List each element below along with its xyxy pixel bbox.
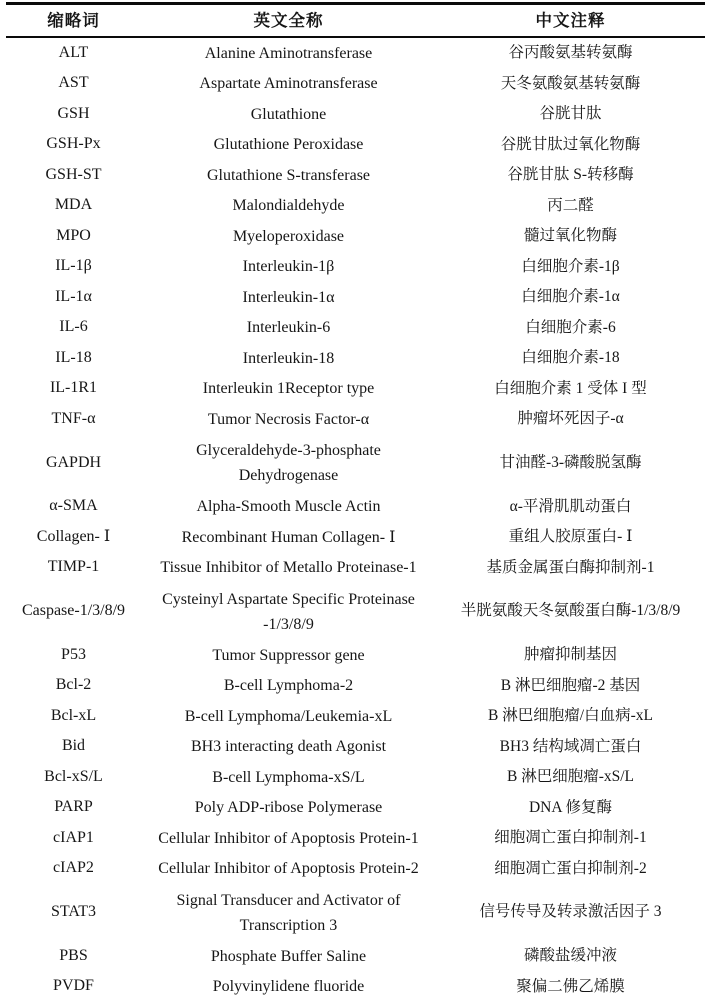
cell-zh: 白细胞介素-1β	[436, 254, 705, 280]
cell-zh: 谷胱甘肽过氧化物酶	[436, 132, 705, 158]
abbreviation-table	[6, 2, 705, 1002]
cell-en: B-cell Lymphoma/Leukemia-xL	[141, 703, 436, 730]
cell-zh: 白细胞介素-18	[436, 345, 705, 371]
table-row	[6, 522, 705, 553]
cell-en: Glutathione Peroxidase	[141, 131, 436, 158]
cell-en: BH3 interacting death Agonist	[141, 733, 436, 760]
table-row	[6, 374, 705, 405]
cell-en: Cysteinyl Aspartate Specific Proteinase -1/3/8/9	[141, 586, 436, 638]
table-row	[6, 221, 705, 252]
cell-abbr: ALT	[6, 40, 141, 67]
cell-zh: 肿瘤抑制基因	[436, 642, 705, 668]
cell-en: Glutathione S-transferase	[141, 162, 436, 189]
table-row	[6, 343, 705, 374]
cell-en: Polyvinylidene fluoride	[141, 973, 436, 1000]
cell-zh: 肿瘤坏死因子-α	[436, 406, 705, 432]
cell-abbr: PARP	[6, 794, 141, 821]
cell-zh: 磷酸盐缓冲液	[436, 943, 705, 969]
table-row	[6, 313, 705, 344]
table-header-row	[6, 5, 705, 38]
cell-abbr: GSH	[6, 101, 141, 128]
table-row	[6, 732, 705, 763]
cell-en: Interleukin 1Receptor type	[141, 375, 436, 402]
table-row	[6, 99, 705, 130]
cell-abbr: P53	[6, 642, 141, 669]
cell-abbr: MDA	[6, 192, 141, 219]
cell-en: Interleukin-1α	[141, 284, 436, 311]
table-row	[6, 130, 705, 161]
cell-en: Cellular Inhibitor of Apoptosis Protein-1	[141, 825, 436, 852]
cell-en: Glutathione	[141, 101, 436, 128]
cell-zh: α-平滑肌肌动蛋白	[436, 494, 705, 520]
table-row	[6, 38, 705, 69]
cell-en: Recombinant Human Collagen- Ⅰ	[141, 524, 436, 551]
cell-en: Malondialdehyde	[141, 192, 436, 219]
cell-abbr: Bid	[6, 733, 141, 760]
table-row	[6, 435, 705, 492]
cell-abbr: cIAP1	[6, 825, 141, 852]
cell-zh: 信号传导及转录激活因子 3	[436, 899, 705, 925]
table-row	[6, 191, 705, 222]
cell-en: Poly ADP-ribose Polymerase	[141, 794, 436, 821]
cell-zh: 聚偏二佛乙烯膜	[436, 974, 705, 1000]
cell-zh: 谷胱甘肽	[436, 101, 705, 127]
table-row	[6, 854, 705, 885]
cell-abbr: α-SMA	[6, 493, 141, 520]
cell-en: Cellular Inhibitor of Apoptosis Protein-2	[141, 855, 436, 882]
cell-en: Glyceraldehyde-3-phosphate Dehydrogenase	[141, 437, 436, 489]
table-row	[6, 823, 705, 854]
document-page	[6, 0, 705, 1002]
cell-en: Signal Transducer and Activator of Transcription 3	[141, 887, 436, 939]
cell-zh: 天冬氨酸氨基转氨酶	[436, 71, 705, 97]
table-row	[6, 972, 705, 1002]
cell-zh: 谷胱甘肽 S-转移酶	[436, 162, 705, 188]
cell-abbr: GSH-Px	[6, 131, 141, 158]
cell-en: Interleukin-1β	[141, 253, 436, 280]
cell-abbr: PBS	[6, 943, 141, 970]
cell-zh: BH3 结构域凋亡蛋白	[436, 734, 705, 760]
cell-abbr: cIAP2	[6, 855, 141, 882]
header-zh: 中文注释	[436, 7, 705, 35]
cell-en: Alpha-Smooth Muscle Actin	[141, 493, 436, 520]
cell-en: Interleukin-18	[141, 345, 436, 372]
table-row	[6, 583, 705, 640]
table-row	[6, 640, 705, 671]
cell-zh: B 淋巴细胞瘤-2 基因	[436, 673, 705, 699]
cell-abbr: Collagen- Ⅰ	[6, 524, 141, 551]
table-row	[6, 793, 705, 824]
cell-zh: 半胱氨酸天冬氨酸蛋白酶-1/3/8/9	[436, 598, 705, 624]
header-en: 英文全称	[141, 7, 436, 35]
cell-en: Myeloperoxidase	[141, 223, 436, 250]
cell-en: B-cell Lymphoma-2	[141, 672, 436, 699]
cell-abbr: Bcl-xS/L	[6, 764, 141, 791]
cell-zh: 白细胞介素 1 受体 I 型	[436, 376, 705, 402]
cell-abbr: Bcl-xL	[6, 703, 141, 730]
cell-abbr: IL-1R1	[6, 375, 141, 402]
table-row	[6, 553, 705, 584]
table-row	[6, 160, 705, 191]
cell-abbr: IL-1β	[6, 253, 141, 280]
cell-zh: 细胞凋亡蛋白抑制剂-2	[436, 856, 705, 882]
table-row	[6, 69, 705, 100]
table-row	[6, 701, 705, 732]
table-row	[6, 492, 705, 523]
table-row	[6, 884, 705, 941]
cell-abbr: GAPDH	[6, 450, 141, 477]
table-row	[6, 252, 705, 283]
cell-abbr: IL-1α	[6, 284, 141, 311]
cell-en: Alanine Aminotransferase	[141, 40, 436, 67]
cell-en: Aspartate Aminotransferase	[141, 70, 436, 97]
cell-abbr: TNF-α	[6, 406, 141, 433]
cell-abbr: GSH-ST	[6, 162, 141, 189]
cell-abbr: AST	[6, 70, 141, 97]
cell-zh: 甘油醛-3-磷酸脱氢酶	[436, 450, 705, 476]
cell-abbr: TIMP-1	[6, 554, 141, 581]
cell-zh: 白细胞介素-1α	[436, 284, 705, 310]
cell-abbr: STAT3	[6, 899, 141, 926]
table-body	[6, 38, 705, 1002]
cell-abbr: MPO	[6, 223, 141, 250]
table-row	[6, 762, 705, 793]
cell-zh: 丙二醛	[436, 193, 705, 219]
cell-abbr: IL-18	[6, 345, 141, 372]
cell-en: Tumor Suppressor gene	[141, 642, 436, 669]
cell-abbr: PVDF	[6, 973, 141, 1000]
table-row	[6, 941, 705, 972]
cell-zh: 细胞凋亡蛋白抑制剂-1	[436, 825, 705, 851]
cell-abbr: Bcl-2	[6, 672, 141, 699]
cell-en: Interleukin-6	[141, 314, 436, 341]
cell-zh: 谷丙酸氨基转氨酶	[436, 40, 705, 66]
cell-zh: 基质金属蛋白酶抑制剂-1	[436, 555, 705, 581]
header-abbr: 缩略词	[6, 7, 141, 35]
cell-abbr: Caspase-1/3/8/9	[6, 598, 141, 625]
table-row	[6, 404, 705, 435]
cell-en: Phosphate Buffer Saline	[141, 943, 436, 970]
cell-zh: 重组人胶原蛋白- Ⅰ	[436, 524, 705, 550]
cell-en: B-cell Lymphoma-xS/L	[141, 764, 436, 791]
cell-zh: 白细胞介素-6	[436, 315, 705, 341]
cell-abbr: IL-6	[6, 314, 141, 341]
cell-zh: 髓过氧化物酶	[436, 223, 705, 249]
cell-en: Tissue Inhibitor of Metallo Proteinase-1	[141, 554, 436, 581]
cell-en: Tumor Necrosis Factor-α	[141, 406, 436, 433]
table-row	[6, 282, 705, 313]
table-row	[6, 671, 705, 702]
cell-zh: B 淋巴细胞瘤-xS/L	[436, 764, 705, 790]
cell-zh: DNA 修复酶	[436, 795, 705, 821]
cell-zh: B 淋巴细胞瘤/白血病-xL	[436, 703, 705, 729]
